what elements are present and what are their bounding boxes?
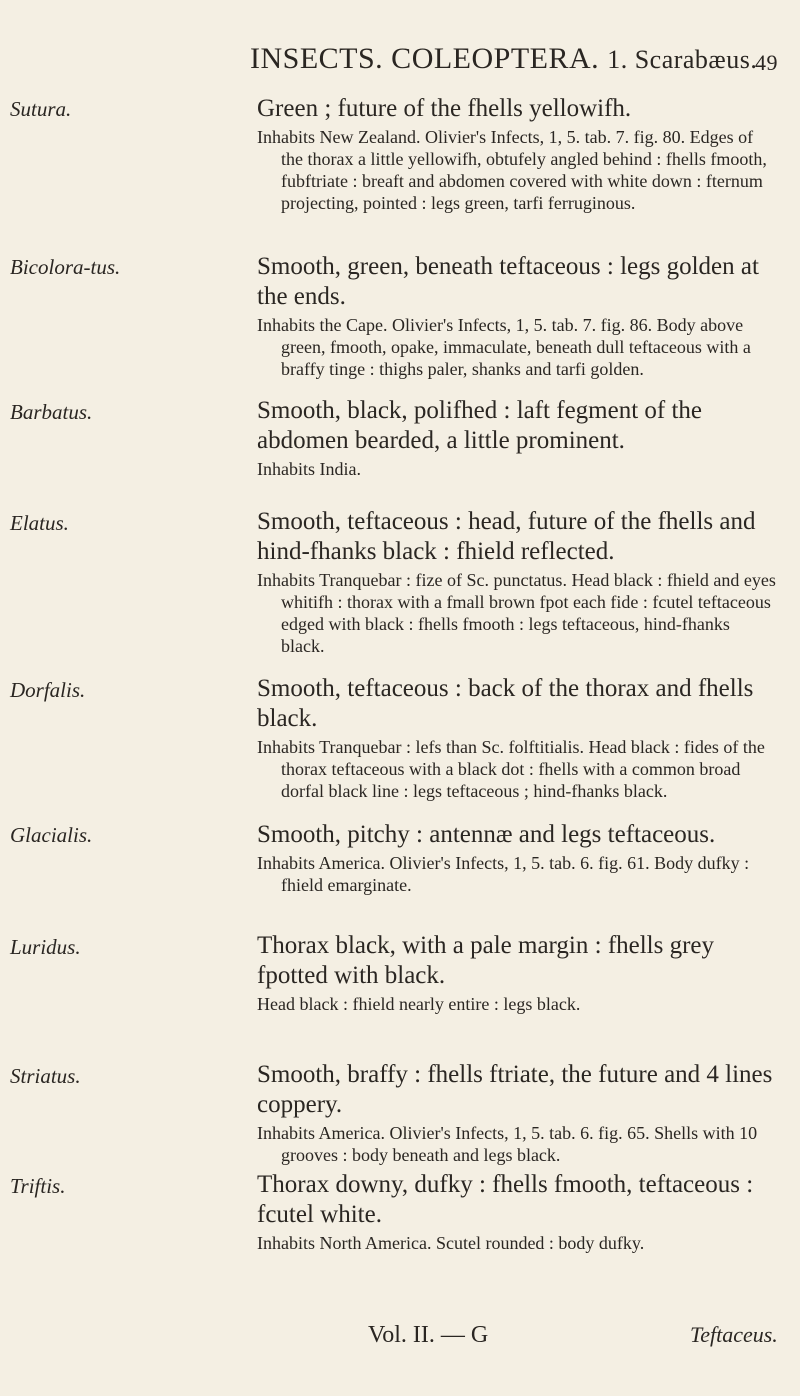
entry-lead: Smooth, teftaceous : head, future of the fhells and hind-fhanks black : fhield reflected. [257,508,756,565]
entry-description: Inhabits America. Olivier's Infects, 1, 5. tab. 6. fig. 65. Shells with 10 grooves : body beneath and legs black. [257,1123,758,1165]
species-name: Barbatus. [10,400,93,424]
species-name: Luridus. [10,935,81,959]
entry-lead: Smooth, braffy : fhells ftriate, the future and 4 lines coppery. [257,1061,773,1118]
header-section: 1. Scarabæus. [607,45,758,74]
entry-lead: Thorax black, with a pale margin : fhells grey fpotted with black. [257,932,715,989]
entry-body [257,1060,777,1166]
entry-lead: Smooth, green, beneath teftaceous : legs golden at the ends. [257,253,759,310]
entry-body [257,507,777,657]
page-number: 49 [755,50,778,75]
entry-description: Head black : fhield nearly entire : legs black. [257,994,581,1014]
entry-lead: Smooth, teftaceous : back of the thorax and fhells black. [257,675,754,732]
entry-description: Inhabits the Cape. Olivier's Infects, 1, 5. tab. 7. fig. 86. Body above green, fmooth, opake, immaculate, beneath dull teftaceous with a braffy tinge : thighs paler, shanks and tarfi golden. [257,315,751,379]
entry-description: Inhabits North America. Scutel rounded : body dufky. [257,1233,645,1253]
entry-description: Inhabits Tranquebar : fize of Sc. punctatus. Head black : fhield and eyes whitifh : thorax with a fmall brown fpot each fide : fcutel teftaceous edged with black : fhells fmooth : legs teftaceous, hind-fhanks black. [257,570,776,656]
entry-description: Inhabits India. [257,459,361,479]
species-name: Dorfalis. [10,678,86,702]
catchword: Teftaceus. [690,1322,778,1347]
entry-body [257,674,777,802]
entry-body [257,820,777,896]
entry-body [257,396,777,480]
entry-lead: Smooth, pitchy : antennæ and legs teftaceous. [257,821,716,848]
species-name: Striatus. [10,1064,81,1088]
entry-lead: Smooth, black, polifhed : laft fegment of the abdomen bearded, a little prominent. [257,397,703,454]
entry-description: Inhabits America. Olivier's Infects, 1, 5. tab. 6. fig. 61. Body dufky : fhield emarginate. [257,853,750,895]
species-name: Sutura. [10,97,72,121]
signature-mark: Vol. II. — G [368,1322,489,1348]
species-name: Elatus. [10,511,69,535]
entry-body [257,931,777,1015]
species-name: Triftis. [10,1174,66,1198]
entry-body [257,252,777,380]
entry-description: Inhabits New Zealand. Olivier's Infects, 1, 5. tab. 7. fig. 80. Edges of the thorax a little yellowifh, obtufely angled behind : fhells fmooth, fubftriate : breaft and abdomen covered with white down : fternum projecting, pointed : legs green, tarfi ferruginous. [257,127,767,213]
entry-lead: Green ; future of the fhells yellowifh. [257,95,632,122]
running-header [250,42,778,76]
entry-description: Inhabits Tranquebar : lefs than Sc. folftitialis. Head black : fides of the thorax teftaceous with a black dot : fhells with a common broad dorfal black line : legs teftaceous ; hind-fhanks black. [257,737,765,801]
species-name: Bicolora-tus. [10,255,121,279]
entry-lead: Thorax downy, dufky : fhells fmooth, teftaceous : fcutel white. [257,1171,754,1228]
entry-body [257,94,777,214]
species-name: Glacialis. [10,823,93,847]
header-title: INSECTS. COLEOPTERA. [250,42,600,75]
entry-body [257,1170,777,1254]
